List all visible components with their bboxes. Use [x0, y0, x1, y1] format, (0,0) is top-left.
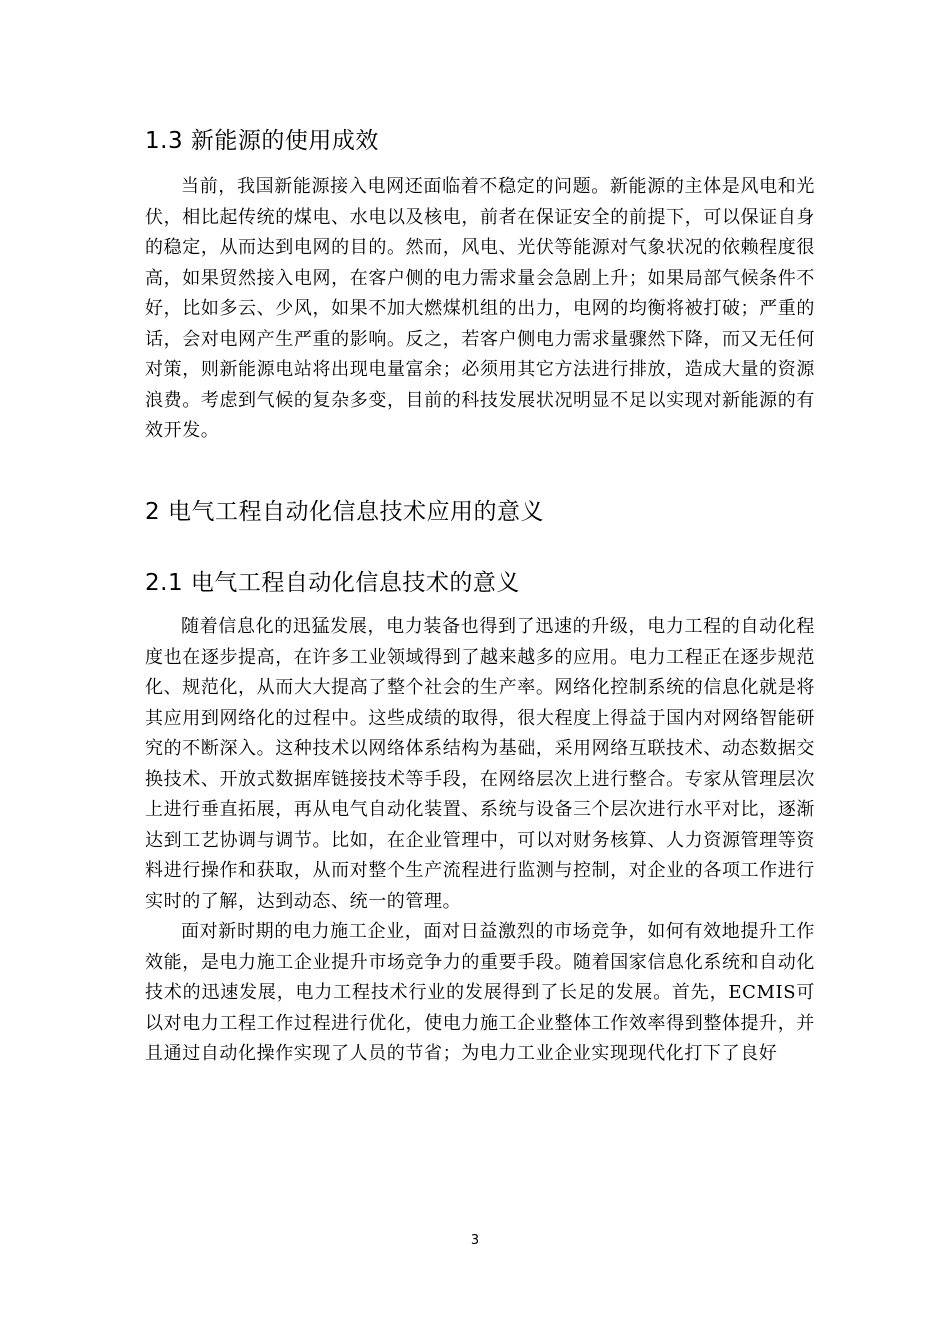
section-heading-1-3: 1.3 新能源的使用成效 [145, 128, 379, 154]
paragraph: 当前，我国新能源接入电网还面临着不稳定的问题。新能源的主体是风电和光伏，相比起传统的煤电、水电以及核电，前者在保证安全的前提下，可以保证自身的稳定，从而达到电网的目的。然而，风电、光伏等能源对气象状况的依赖程度很高，如果贸然接入电网，在客户侧的电力需求量会急剧上升；如果局部气候条件不好，比如多云、少风，如果不加大燃煤机组的出力，电网的均衡将被打破；严重的话，会对电网产生严重的影响。反之，若客户侧电力需求量骤然下降，而又无任何对策，则新能源电站将出现电量富余；必须用其它方法进行排放，造成大量的资源浪费。考虑到气候的复杂多变，目前的科技发展状况明显不足以实现对新能源的有效开发。 [145, 176, 815, 441]
section-heading-2-1: 2.1 电气工程自动化信息技术的意义 [145, 570, 520, 596]
paragraph: 面对新时期的电力施工企业，面对日益激烈的市场竞争，如何有效地提升工作效能，是电力施工企业提升市场竞争力的重要手段。随着国家信息化系统和自动化技术的迅速发展，电力工程技术行业的发展得到了长足的发展。首先，ECMIS可以对电力工程工作过程进行优化，使电力施工企业整体工作效率得到整体提升，并且通过自动化操作实现了人员的节省；为电力工业企业实现现代化打下了良好 [145, 921, 815, 1064]
page-number: 3 [470, 1233, 480, 1248]
chapter-heading-2: 2 电气工程自动化信息技术应用的意义 [145, 499, 544, 525]
paragraph: 随着信息化的迅猛发展，电力装备也得到了迅速的升级，电力工程的自动化程度也在逐步提高，在许多工业领域得到了越来越多的应用。电力工程正在逐步规范化、规范化，从而大大提高了整个社会的生产率。网络化控制系统的信息化就是将其应用到网络化的过程中。这些成绩的取得，很大程度上得益于国内对网络智能研究的不断深入。这种技术以网络体系结构为基础，采用网络互联技术、动态数据交换技术、开放式数据库链接技术等手段，在网络层次上进行整合。专家从管理层次上进行垂直拓展，再从电气自动化装置、系统与设备三个层次进行水平对比，逐渐达到工艺协调与调节。比如，在企业管理中，可以对财务核算、人力资源管理等资料进行操作和获取，从而对整个生产流程进行监测与控制，对企业的各项工作进行实时的了解，达到动态、统一的管理。 [145, 616, 815, 912]
